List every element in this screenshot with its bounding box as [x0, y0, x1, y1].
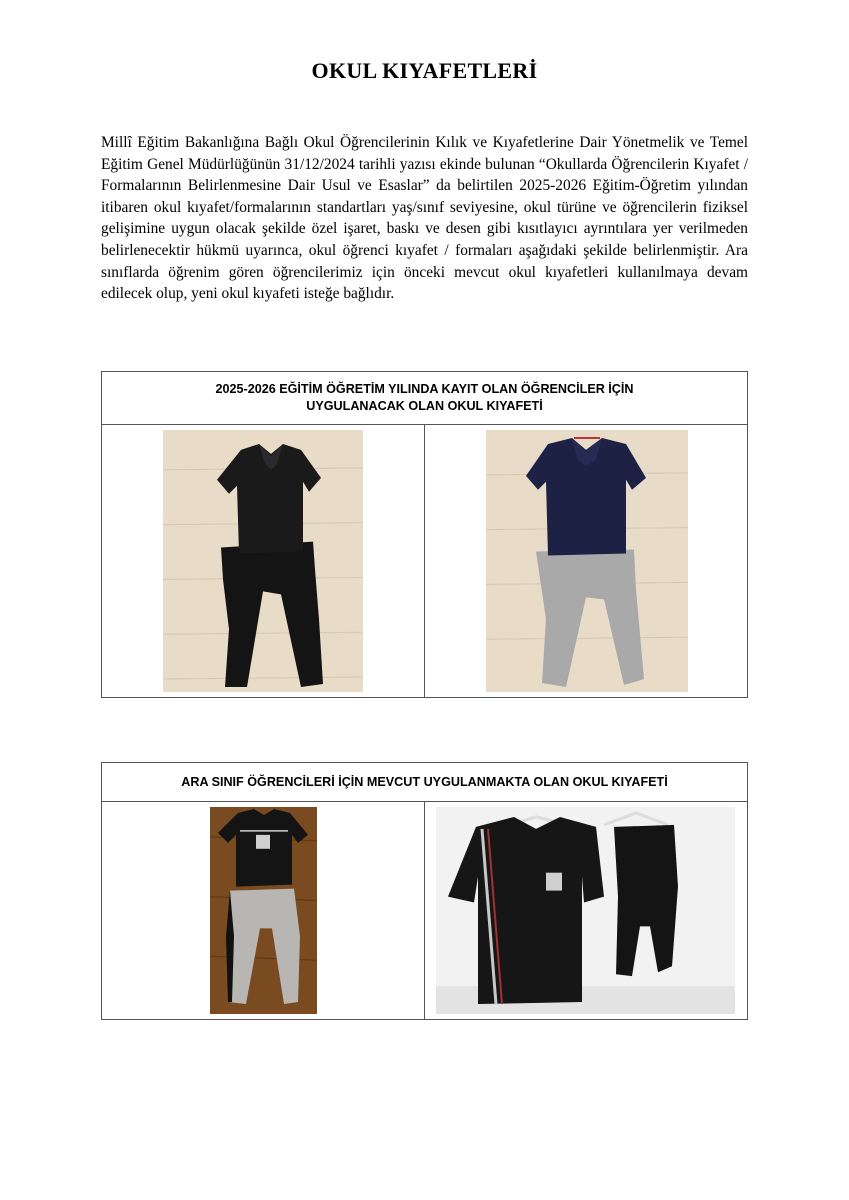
black-tshirt-grey-pants-photo [210, 807, 317, 1014]
new-uniform-table-header [102, 372, 748, 425]
hanging-tshirt-pants-photo [436, 807, 735, 1014]
intro-paragraph: Millî Eğitim Bakanlığına Bağlı Okul Öğrencilerinin Kılık ve Kıyafetlerine Dair Yönetmelik ve Temel Eğitim Genel Müdürlüğünün 31/12/2024 tarihli yazısı ekinde bulunan “Okullarda Öğrencilerin Kıyafet / Formalarının Belirlenmesine Dair Usul ve Esaslar” da belirtilen 2025-2026 Eğitim-Öğretim yılından itibaren okul kıyafet/formalarının standartları yaş/sınıf seviyesine, okul türüne ve öğrencilerin fiziksel gelişimine uygun olacak şekilde özel işaret, baskı ve desen gibi kısıtlayıcı ayrıntılara yer verilmeden belirlenecektir hükmü uyarınca, okul öğrenci kıyafet / formaları aşağıdaki şekilde belirlenmiştir. Ara sınıflarda öğrenim gören öğrencilerimiz için önceki mevcut okul kıyafetleri kullanılmaya devam edilecek olup, yeni okul kıyafeti isteğe bağlıdır. [101, 134, 748, 303]
current-uniform-photo-cell-right [425, 802, 748, 1020]
header-line-1: 2025-2026 EĞİTİM ÖĞRETİM YILINDA KAYIT OLAN ÖĞRENCİLER İÇİN [215, 382, 634, 396]
black-polo-black-pants-photo [163, 430, 363, 692]
current-uniform-table [101, 762, 748, 1020]
navy-polo-grey-pants-photo [486, 430, 688, 692]
new-uniform-photo-cell-left [102, 425, 425, 698]
current-uniform-table-header: ARA SINIF ÖĞRENCİLERİ İÇİN MEVCUT UYGULANMAKTA OLAN OKUL KIYAFETİ [102, 763, 748, 802]
page-title: OKUL KIYAFETLERİ [311, 58, 538, 83]
new-uniform-table [101, 371, 748, 698]
current-uniform-photo-cell-left [102, 802, 425, 1020]
header-line-2: UYGULANACAK OLAN OKUL KIYAFETİ [306, 399, 543, 413]
new-uniform-photo-cell-right [425, 425, 748, 698]
